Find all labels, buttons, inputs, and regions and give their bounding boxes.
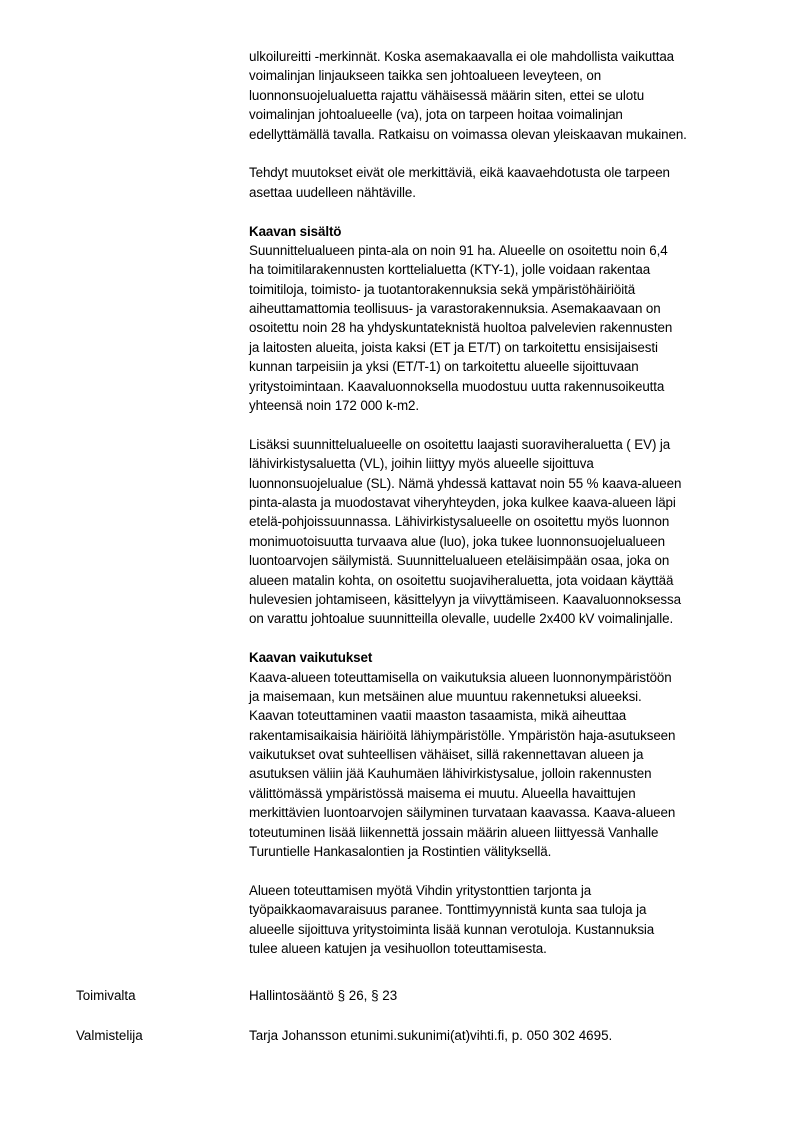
text-line: työpaikkaomavaraisuus paranee. Tonttimyynnistä kunta saa tuloja ja	[249, 902, 647, 918]
document-body	[249, 47, 749, 958]
text-line: aiheuttamattomia teollisuus- ja varastorakennuksia. Asemakaavaan on	[249, 301, 661, 317]
text-line: ja maisemaan, kun metsäinen alue muuntuu rakennetuksi alueeksi.	[249, 688, 642, 704]
text-line: asutuksen väliin jää Kauhumäen lähivirkistysalue, jolloin rakennusten	[249, 766, 652, 782]
text-line: Kaava-alueen toteuttamisella on vaikutuksia alueen luonnonympäristöön	[249, 669, 672, 685]
text-line: edellyttämällä tavalla. Ratkaisu on voimassa olevan yleiskaavan mukainen.	[249, 126, 687, 142]
text-line: ha toimitilarakennusten korttelialuetta (KTY-1), jolle voidaan rakentaa	[249, 262, 651, 278]
text-line: kunnan tarpeisiin ja yksi (ET/T-1) on tarkoitettu alueelle sijoittuvaan	[249, 359, 639, 375]
intro-paragraph	[249, 47, 749, 144]
section-heading: Kaavan sisältö	[249, 223, 342, 239]
text-line: voimalinjan johtoalueelle (va), jota on tarpeen hoitaa voimalinjan	[249, 107, 623, 123]
text-line: Suunnittelualueen pinta-ala on noin 91 ha. Alueelle on osoitettu noin 6,4	[249, 242, 668, 258]
text-line: välittömässä ympäristössä maisema ei muutu. Alueella havaittujen	[249, 785, 636, 801]
text-line: Lisäksi suunnittelualueelle on osoitettu laajasti suoraviheraluetta ( EV) ja	[249, 436, 671, 452]
text-line: luontoarvojen säilymistä. Suunnittelualueen eteläisimpään osaa, joka on	[249, 553, 670, 569]
spacer	[249, 861, 749, 880]
text-line: yritystoimintaan. Kaavaluonnoksella muodostuu uutta rakennusoikeutta	[249, 378, 665, 394]
text-line: luonnonsuojelualue (SL). Nämä yhdessä kattavat noin 55 % kaava-alueen	[249, 475, 682, 491]
text-line: monimuotoisuutta turvaava alue (luo), joka tukee luonnonsuojelualueen	[249, 533, 665, 549]
text-line: asettaa uudelleen nähtäville.	[249, 184, 416, 200]
text-line: Alueen toteuttamisen myötä Vihdin yritystonttien tarjonta ja	[249, 882, 592, 898]
content-paragraph-1	[249, 241, 749, 416]
text-line: vaikutukset ovat suhteellisen vähäiset, sillä rakennettavan alueen ja	[249, 747, 644, 763]
text-line: rakentamisaikaisia häiriöitä lähiympäristölle. Ympäristön haja-asutukseen	[249, 727, 676, 743]
impacts-paragraph-2	[249, 881, 749, 959]
spacer	[249, 415, 749, 434]
section-content	[249, 222, 749, 629]
spacer	[249, 202, 749, 221]
spacer	[249, 144, 749, 163]
text-line: Turuntielle Hankasalontien ja Rostintien välityksellä.	[249, 844, 552, 860]
text-line: toteutuminen lisää liikennettä jossain määrin alueen liittyessä Vanhalle	[249, 824, 659, 840]
text-line: pinta-alasta ja muodostavat viheryhteyden, joka kulkee kaava-alueen läpi	[249, 494, 676, 510]
section-heading: Kaavan vaikutukset	[249, 650, 373, 666]
text-line: voimalinjan linjaukseen taikka sen johtoalueen leveyteen, on	[249, 68, 602, 84]
text-line: merkittävien luontoarvojen säilyminen turvataan kaavassa. Kaava-alueen	[249, 805, 676, 821]
text-line: alueen matalin kohta, on osoitettu suojaviheraluetta, jota voidaan käyttää	[249, 572, 674, 588]
text-line: tulee alueen katujen ja vesihuollon toteuttamisesta.	[249, 940, 547, 956]
changes-paragraph	[249, 163, 749, 202]
impacts-paragraph-1	[249, 668, 749, 862]
text-line: toimitiloja, toimisto- ja tuotantorakennuksia sekä ympäristöhäiriöitä	[249, 281, 636, 297]
text-line: ja laitosten alueita, joista kaksi (ET ja ET/T) on tarkoitettu ensisijaisesti	[249, 339, 658, 355]
text-line: alueelle sijoittuva yritystoiminta lisää kunnan verotuloja. Kustannuksia	[249, 921, 655, 937]
spacer	[249, 629, 749, 648]
text-line: hulevesien johtamiseen, käsittelyyn ja viivyttämiseen. Kaavaluonnoksessa	[249, 591, 681, 607]
text-line: lähivirkistysaluetta (VL), joihin liittyy myös alueelle sijoittuva	[249, 456, 594, 472]
text-line: on varattu johtoalue suunnitteilla olevalle, uudelle 2x400 kV voimalinjalle.	[249, 611, 674, 627]
text-line: Kaavan toteuttaminen vaatii maaston tasaamista, mikä aiheuttaa	[249, 708, 627, 724]
text-line: osoitettu noin 28 ha yhdyskuntateknistä huoltoa palvelevien rakennusten	[249, 320, 673, 336]
content-paragraph-2	[249, 435, 749, 629]
preparer-label: Valmistelija	[76, 1028, 143, 1043]
text-line: luonnonsuojelualuetta rajattu vähäisessä määrin siten, ettei se ulotu	[249, 87, 645, 103]
text-line: Tehdyt muutokset eivät ole merkittäviä, eikä kaavaehdotusta ole tarpeen	[249, 165, 670, 181]
section-impacts	[249, 648, 749, 958]
authority-label: Toimivalta	[76, 988, 136, 1003]
text-line: ulkoilureitti -merkinnät. Koska asemakaavalla ei ole mahdollista vaikuttaa	[249, 49, 675, 64]
text-line: yhteensä noin 172 000 k-m2.	[249, 398, 420, 414]
text-line: etelä-pohjoissuunnassa. Lähivirkistysalueelle on osoitettu myös luonnon	[249, 514, 670, 530]
preparer-value: Tarja Johansson etunimi.sukunimi(at)vihti.fi, p. 050 302 4695.	[249, 1028, 613, 1043]
authority-value: Hallintosääntö § 26, § 23	[249, 988, 398, 1003]
